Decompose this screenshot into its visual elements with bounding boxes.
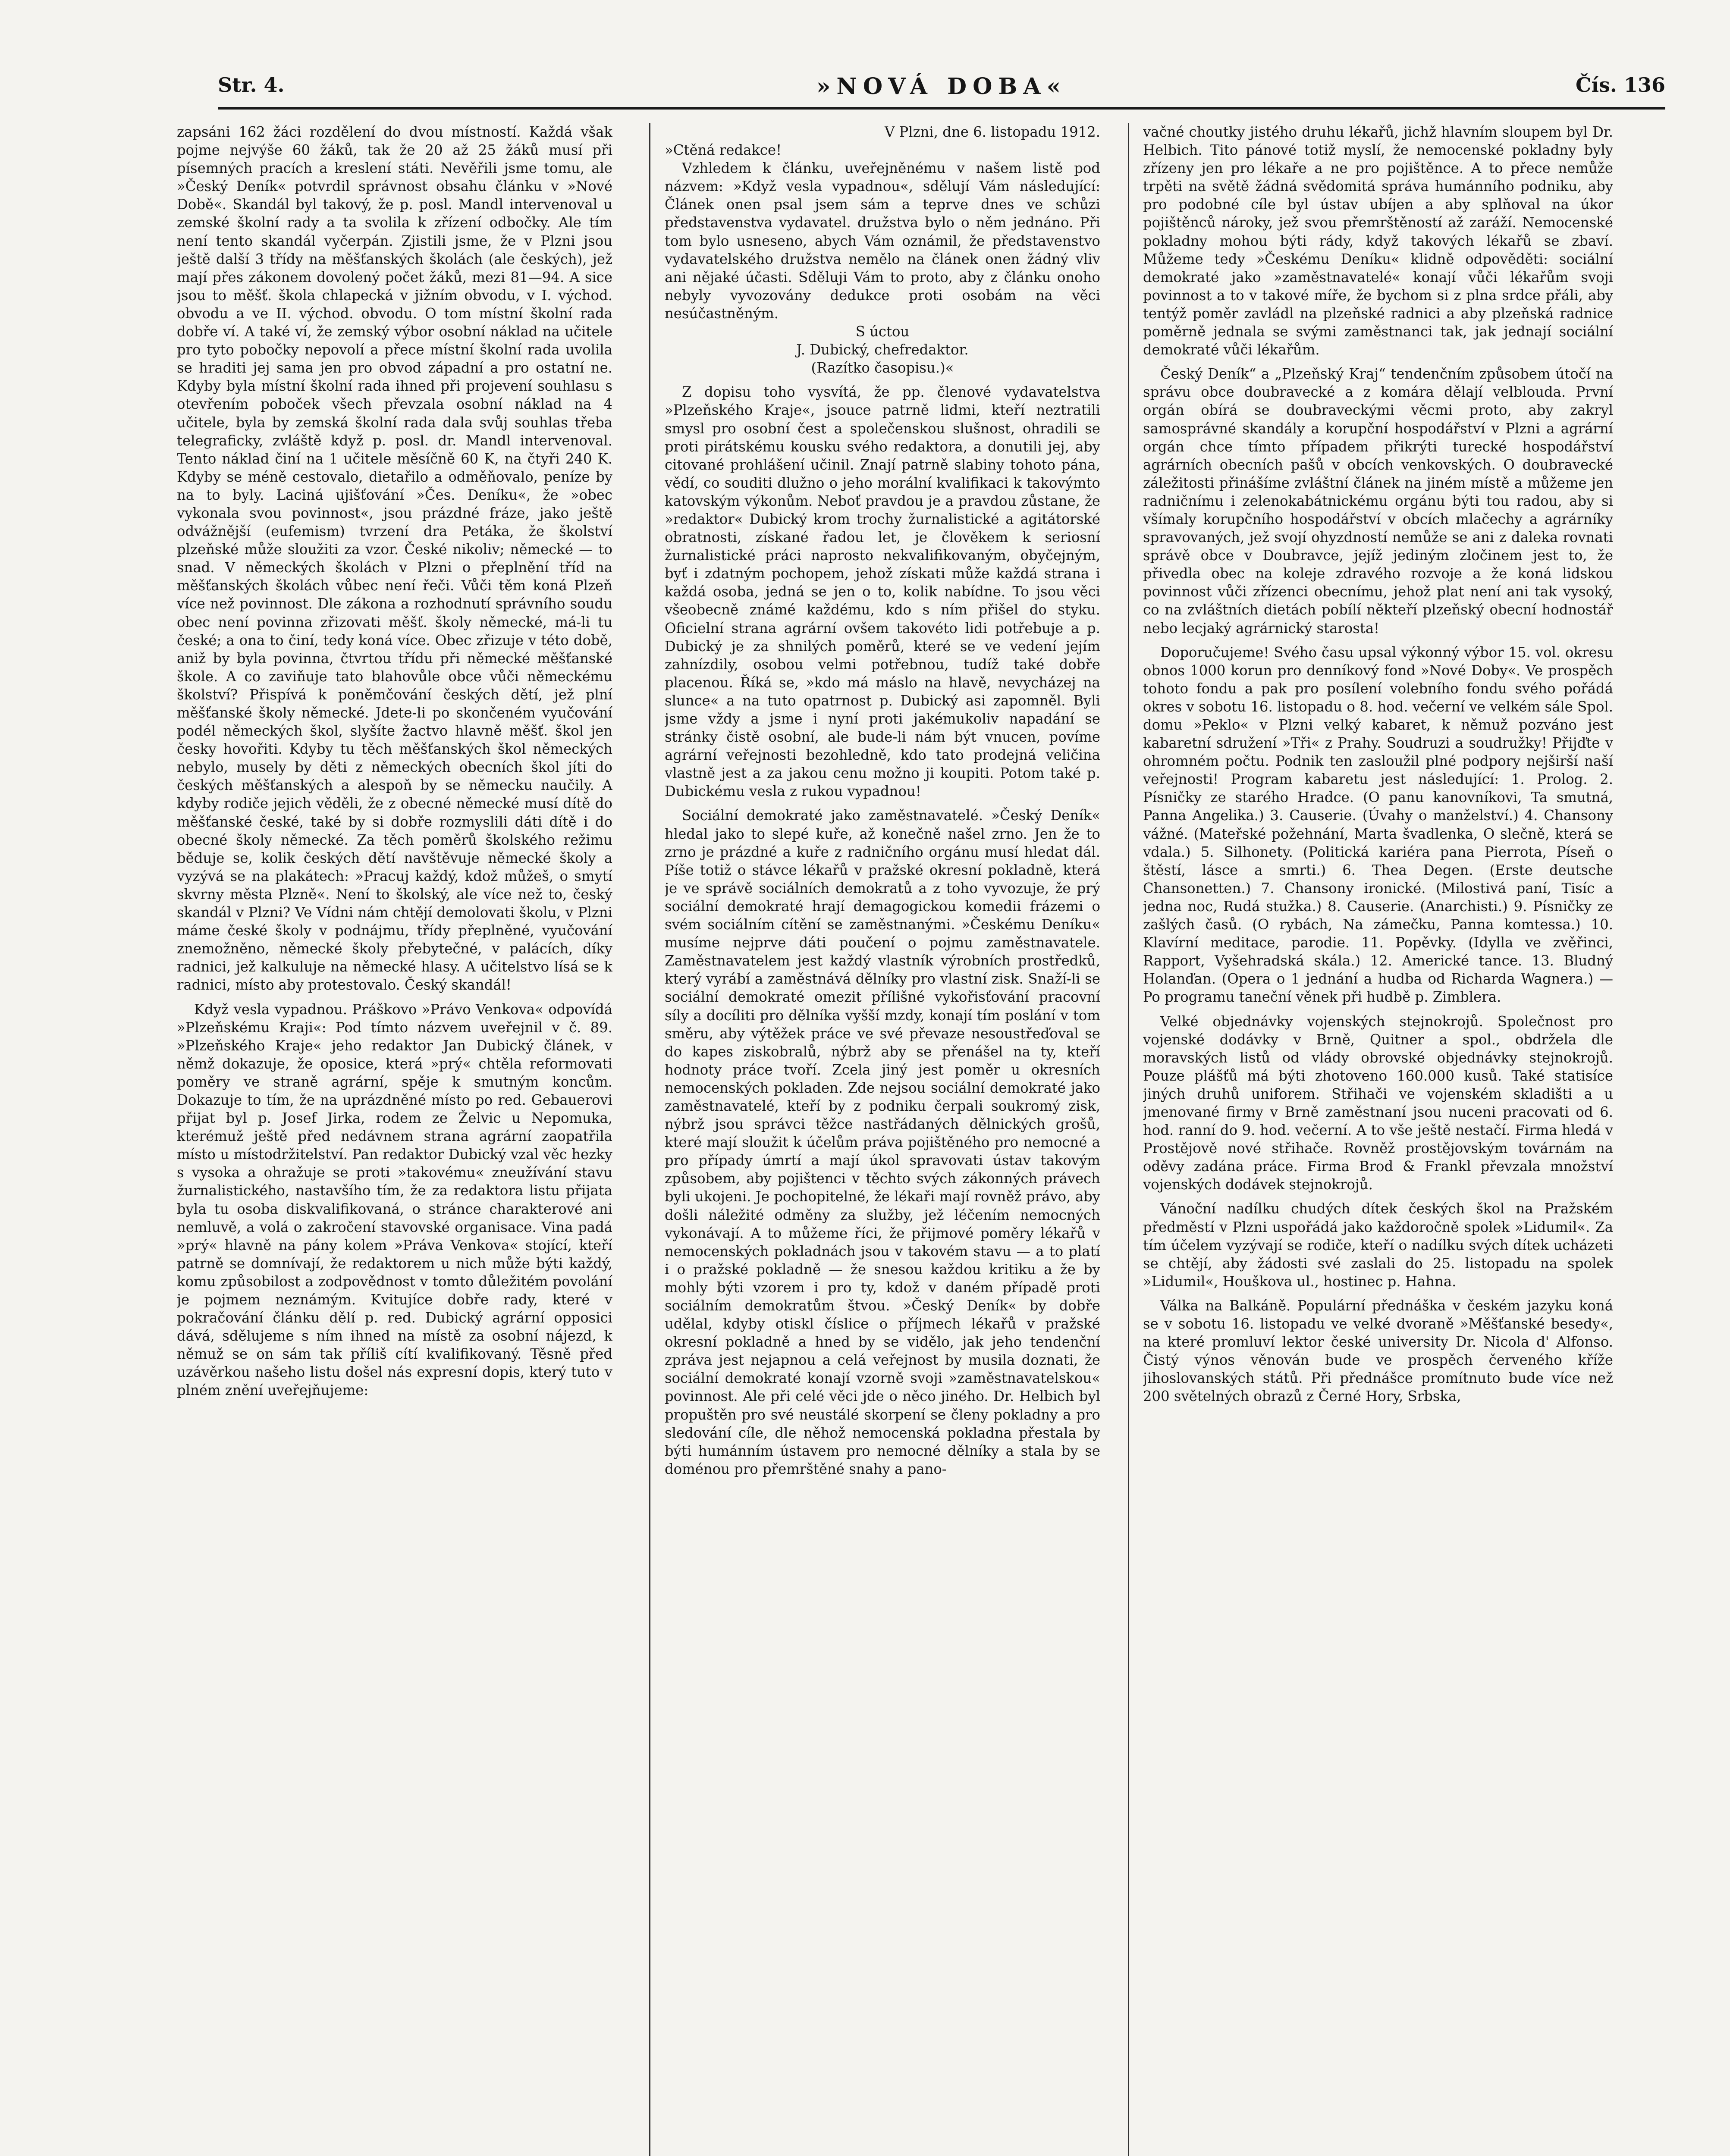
issue-number: Čís. 136	[1575, 73, 1665, 97]
article-christmas: Vánoční nadílku chudých dítek českých škol na Pražském předměstí v Plzni uspořádá jako každoročně spolek »Lidumil«. Za tím účelem vyzývají se rodiče, kteří o nadílku svých dítek ucházeti se chtějí, aby žádosti své zaslali do 25. listopadu na spolek »Lidumil«, Houškova ul., hostinec p. Hahna.	[1143, 1200, 1613, 1290]
letter-date: V Plzni, dne 6. listopadu 1912.	[884, 124, 1100, 140]
letter-signature: J. Dubický, chefredaktor.	[796, 342, 969, 358]
letter-stamp: (Razítko časopisu.)«	[811, 360, 954, 376]
article-reply-dubicky: Z dopisu toho vysvítá, že pp. členové vydavatelstva »Plzeňského Kraje«, jsouce patrně lidmi, kteří neztratili smysl pro osobní čest a společenskou slušnost, ohradili se proti pirátskému kousku svého redaktora, a donutili jej, aby citované prohlášení učinil. Znají patrně slabiny tohoto pána, vědí, co souditi dlužno o jeho morální kvalifikaci k takovýmto katovským výkonům. Neboť pravdou je a pravdou zůstane, že »redaktor« Dubický krom trochy žurnalistické a agitátorské obratnosti, získané řadou let, je člověkem k seriosní žurnalistické práci naprosto nekvalifikovaným, obyčejným, byť i zdatným pochopem, jehož získati může každá strana i každá osoba, jedná se jen o to, kolik nabídne. To jsou věci všeobecně známé každému, kdo s ním přišel do styku. Oficielní strana agrární ovšem takovéto lidi potřebuje a p. Dubický je za shnilých poměrů, které se ve vedení jejím zahnízdily, osobou velmi potřebnou, tudíž také dobře placenou. Říká se, »kdo má máslo na hlavě, nevycházej na slunce« a na tuto opatrnost p. Dubický asi zapomněl. Byli jsme vždy a jsme i nyní proti jakémukoliv napadání se stránky čistě osobní, ale bude-li nám být vnucen, povíme agrární veřejnosti bezohledně, kdo tato prodejná veličina vlastně jest a za jakou cenu možno ji koupiti. Potom také p. Dubickému vesla z rukou vypadnou!	[665, 384, 1100, 800]
header-rule	[218, 107, 1665, 110]
letter-salutation: »Ctěná redakce!	[665, 142, 782, 159]
article-uniforms: Velké objednávky vojenských stejnokrojů. Společnost pro vojenské dodávky v Brně, Quitner a spol., obdržela dle moravských listů od vlády obrovské objednávky stejnokrojů. Pouze plášťů má býti zhotoveno 160.000 kusů. Také statisíce jiných druhů uniforem. Střihači ve vojenském skladišti a u jmenované firmy v Brně zaměstnaní jsou nuceni pracovati od 6. hod. ranní do 9. hod. večerní. A to vše ještě nestačí. Firma hledá v Prostějově nové střihače. Rovněž prostějovským továrnám na oděvy zadána práce. Firma Brod & Frankl převzala množství vojenských dodávek stejnokrojů.	[1143, 1013, 1613, 1193]
letter-closing: S úctou	[855, 323, 910, 340]
letter-body: Vzhledem k článku, uveřejněnému v našem listě pod názvem: »Když vesla vypadnou«, sdělují Vám následující: Článek onen psal jsem sám a teprve dnes ve schůzi představenstva vydavatel. družstva bylo o něm jednáno. Při tom bylo usneseno, abych Vám oznámil, že představenstvo vydavatelského družstva nemělo na článek onen žádný vliv ani nějaké účasti. Sděluji Vám to proto, aby z článku onoho nebyly vyvozovány dedukce proti osobám na věci nesúčastněným.	[665, 160, 1100, 322]
article-cesky-denik: Český Deník“ a „Plzeňský Kraj“ tendenčním způsobem útočí na správu obce doubravecké a z komára dělají velblouda. První orgán obírá se doubraveckými věcmi proto, aby zakryl samosprávné skandály a korupční hospodářství v Plzni a agrární orgán chce tímto případem přikrýti turecké hospodářství agrárních obecních pašů v obcích venkovských. O doubravecké záležitosti přinášíme zvláštní článek na jiném místě a můžeme jen radničnímu i zelenokabátnickému orgánu býti tou radou, aby si všímaly korupčního hospodářství v obcích mlačechy a agrárníky spravovaných, jež svojí ohyzdností nemůže se ani z daleka rovnati správě obce v Doubravce, jejíž jediným zločinem jest to, že přivedla obec na koleje zdravého rozvoje a že koná lidskou povinnost vůči zřízenci obecnímu, jehož plat není ani tak vysoký, co na zvláštních dietách pobílí někteří plzeňský obecní hodnostář nebo lecjaký agrárnický starosta!	[1143, 366, 1613, 636]
page-number: Str. 4.	[218, 73, 285, 97]
column-2	[665, 123, 1100, 2156]
article-social-democrats-cont: vačné choutky jistého druhu lékařů, jichž hlavním sloupem byl Dr. Helbich. Tito pánové totiž myslí, že nemocenské pokladny byly zřízeny jen pro lékaře a ne pro pojištěnce. A to přece nemůže trpěti na světě žádná svědomitá správa humánního podniku, aby pro podobné cíle byl ústav ubíjen a aby splňoval na úkor pojištěnců nároky, jež svou přemrštěností až zaráží. Nemocenské pokladny mohou býti rády, když takových lékařů se zbaví. Můžeme tedy »Českému Deníku« klidně odpověděti: sociální demokraté jako »zaměstnavatelé« konají vůči lékařům svoji povinnost a to v takové míře, že bychom si z plna srdce přáli, aby tentýž poměr zavládl na plzeňské radnici a aby plzeňská radnice poměrně jednala se svými zaměstnanci tak, jak jednají sociální demokraté vůči lékařům.	[1143, 124, 1613, 358]
column-divider-2	[1128, 123, 1129, 2156]
article-doporucujeme: Doporučujeme! Svého času upsal výkonný výbor 15. vol. okresu obnos 1000 korun pro denníkový fond »Nové Doby«. Ve prospěch tohoto fondu a pak pro posílení volebního fondu svého pořádá okres v sobotu 16. listopadu o 8. hod. večerní ve velkém sále Spol. domu »Peklo« v Plzni velký kabaret, k němuž pozváno jest kabaretní sdružení »Tři« z Prahy. Soudruzi a soudružky! Přijďte v ohromném počtu. Podnik ten zasloužil plné podpory nejširší naší veřejnosti! Program kabaretu jest následující: 1. Prolog. 2. Písničky ze starého Hradce. (O panu kanovníkovi, Ta smutná, Panna Angelika.) 3. Causerie. (Úvahy o manželství.) 4. Chansony vážné. (Mateřské požehnání, Marta švadlenka, O slečně, která se vdala.) 5. Silhonety. (Politická kariéra pana Pierrota, Píseň o štěstí, lásce a smrti.) 6. Thea Degen. (Erste deutsche Chansonetten.) 7. Chansony ironické. (Milostivá paní, Tisíc a jedna noc, Rudá stužka.) 8. Causerie. (Anarchisti.) 9. Písničky ze zašlých časů. (O rybách, Na zámečku, Panna komtessa.) 10. Klavírní meditace, parodie. 11. Popěvky. (Idylla ve zvěřinci, Rapport, Vyšehradská skála.) 12. Americké tance. 13. Bludný Holanďan. (Opera o 1 jednání a hudba od Richarda Wagnera.) — Po programu taneční věnek při hudbě p. Zimblera.	[1143, 644, 1613, 1006]
masthead-title: »NOVÁ DOBA«	[816, 73, 1067, 100]
article-kdyz-vesla: Když vesla vypadnou. Práškovo »Právo Venkova« odpovídá »Plzeňskému Kraji«: Pod tímto názvem uveřejnil v č. 89. »Plzeňského Kraje« jeho redaktor Jan Dubický článek, v němž dokazuje, že oposice, která »prý« chtěla reformovati poměry ve straně agrární, spěje k smutným koncům. Dokazuje to tím, že na uprázdněné místo po red. Gebauerovi přijat byl p. Josef Jirka, rodem ze Želvic u Nepomuka, kterémuž ještě před nedávnem strana agrární zaopatřila místo u místodržitelství. Pan redaktor Dubický vzal věc hezky s vysoka a ohražuje se proti »takovému« zneužívání stavu žurnalistického, nastavšího tím, že za redaktora listu přijata byla tu osoba diskvalifikovaná, o stránce charakterové ani nemluvě, a volá o zakročení stavovské organisace. Vina padá »prý« hlavně na pány kolem »Práva Venkova« stojící, kteří patrně se domnívají, že redaktorem u nich může býti každý, komu způsobilost a zodpovědnost v tomto důležitém povolání je pojmem neznámým. Kvitujíce dobře rady, které v pokračování článku dělí p. red. Dubický agrární opposici dává, sdělujeme s ním ihned na místě za osobní nájezd, k němuž se on sám tak příliš cítí kvalifikovaný. Těsně před uzávěrkou našeho listu došel nás expresní dopis, který tuto v plném znění uveřejňujeme:	[177, 1001, 612, 1399]
article-social-democrats: Sociální demokraté jako zaměstnavatelé. »Český Deník« hledal jako to slepé kuře, až konečně našel zrno. Jen že to zrno je prázdné a kuře z radničního orgánu musí hledat dál. Píše totiž o stávce lékařů v pražské okresní pokladně, která je ve správě sociálních demokratů a z toho vyvozuje, že prý sociální demokraté hrají demagogickou komedii frázemi o svém sociálním cítění se zaměstnanými. »Českému Deníku« musíme nejprve dáti poučení o pojmu zaměstnavatele. Zaměstnavatelem jest každý vlastník výrobních prostředků, který vyrábí a zaměstnává dělníky pro vlastní zisk. Snaží-li se sociální demokraté omezit přílišné vykořisťování pracovní síly a docíliti pro dělníka vyšší mzdy, konají tím poslání v tom směru, aby výtěžek práce ve své převaze nesoustřeďoval se do kapes ziskobralů, nýbrž aby se přenášel na ty, kteří hodnoty práce tvoří. Zcela jiný jest poměr u okresních nemocenských pokladen. Zde nejsou sociální demokraté jako zaměstnavatelé, kteří by z podniku čerpali soukromý zisk, nýbrž jsou správci těžce nastřádaných dělnických grošů, které mají sloužit k účelům práva pojištěného pro nemocné a pro případy úmrtí a mají úkol spravovati ústav takovým způsobem, aby pojištenci v těchto svých zákonných právech byli ukojeni. Je pochopitelné, že lékaři mají rovněž právo, aby došli náležité odměny za služby, jež léčením nemocných vykonávají. A to můžeme říci, že přijmové poměry lékařů v nemocenských pokladnách jsou v takovém stavu — a to platí i o pražské pokladně — že snesou každou kritiku a že by mohly býti vzorem i pro ty, kdož v daném případě proti sociálním demokratům štvou. »Český Deník« by dobře udělal, kdyby otiskl číslice o příjmech lékařů v pražské okresní pokladně a hned by se vidělo, jak jeho tendenční zpráva jest nejapnou a celá veřejnost by musila doznati, že sociální demokraté konají vzorně svoji »zaměstnavatelskou« povinnost. Ale při celé věci jde o něco jiného. Dr. Helbich byl propuštěn pro své neustálé skorpení se členy pokladny a pro sledování cíle, dle něhož nemocenská pokladna přestala by býti humánním ústavem pro nemocné dělníky a stala by se doménou pro přemrštěné snahy a pano-	[665, 807, 1100, 1477]
column-1	[177, 123, 612, 2156]
column-3	[1143, 123, 1613, 2156]
article-school-scandal: zapsáni 162 žáci rozdělení do dvou místností. Každá však pojme nejvýše 60 žáků, tak že 20 až 25 žáků musí při písemných pracích a kreslení státi. Nevěřili jsme tomu, ale »Český Deník« potvrdil správnost obsahu článku v »Nové Době«. Skandál byl takový, že p. posl. Mandl intervenoval u zemské školní rady a ta svolila k zřízení odbočky. Ale tím není tento skandál vyčerpán. Zjistili jsme, že v Plzni jsou ještě další 3 třídy na měšťanských školách (ale českých), jež mají přes zákonem dovolený počet žáků, mezi 81—94. A sice jsou to měšť. škola chlapecká v jižním obvodu, v I. východ. obvodu a ve II. východ. obvodu. O tom místní školní rada dobře ví. A také ví, že zemský výbor osobní náklad na učitele pro tyto pobočky nepovolí a přece místní školní rada uvolila se hraditi jej sama jen pro obvod západní a pro ostatní ne. Kdyby byla místní školní rada ihned při projevení souhlasu s otevřením poboček všech převzala osobní náklad na 4 učitele, byla by zemská školní rada dala svůj souhlas třeba telegraficky, zvláště když p. posl. dr. Mandl intervenoval. Tento náklad činí na 1 učitele měsíčně 60 K, na čtyři 240 K. Kdyby se méně cestovalo, dietařilo a odměňovalo, peníze by na to byly. Laciná ujišťování »Čes. Deníku«, že »obec vykonala svou povinnost«, jsou prázdné fráze, jako ještě odvážnější (eufemism) tvrzení dra Petáka, že školství plzeňské může sloužiti za vzor. České nikoliv; německé — to snad. V německých školách v Plzni o přeplnění tříd na měšťanských školách vůbec není řeči. Vůči těm koná Plzeň více než povinnost. Dle zákona a rozhodnutí správního soudu obec není povinna zřizovati měšť. školy německé, má-li tu české; a ona to činí, tedy koná více. Obec zřizuje v této době, aniž by byla povinna, čtvrtou třídu při německé měšťanské škole. A co zaviňuje tato blahovůle obce vůči německému školství? Přispívá k poněmčování českých dětí, jež plní měšťanské školy německé. Jdete-li po skončeném vyučování podél německých škol, slyšíte žactvo hlavně měšť. škol jen česky hovořiti. Kdyby tu těch měšťanských škol německých nebylo, musely by děti z německých obecních škol jíti do českých měšťanských a alespoň by se německu naučily. A kdyby rodiče jejich věděli, že z obecné německé musí dítě do měšťanské české, také by si dobře rozmyslili dáti dítě i do obecné školy německé. Za těch poměrů školského režimu běduje se, kolik českých dětí navštěvuje německé školy a vyzývá se na plakátech: »Pracuj každý, kdož můžeš, o smytí skvrny města Plzně«. Není to školský, ale více než to, český skandál v Plzni? Ve Vídni nám chtějí demolovati školu, v Plzni máme české školy v podnájmu, třídy přeplněné, vyučování znemožněno, německé školy přebytečné, v palácích, díky radnici, jež kalkuluje na německé hlasy. A učitelstvo lísá se k radnici, místo aby protestovalo. Český skandál!	[177, 124, 612, 993]
column-divider-1	[649, 123, 650, 2156]
article-balkan-war: Válka na Balkáně. Populární přednáška v českém jazyku koná se v sobotu 16. listopadu ve velké dvoraně »Měšťanské besedy«, na které promluví lektor české university Dr. Nicola d' Alfonso. Čistý výnos věnován bude ve prospěch červeného kříže jihoslovanských států. Při přednášce promítnuto bude více než 200 světelných obrazů z Černé Hory, Srbska,	[1143, 1297, 1613, 1405]
page-header	[218, 73, 1665, 108]
